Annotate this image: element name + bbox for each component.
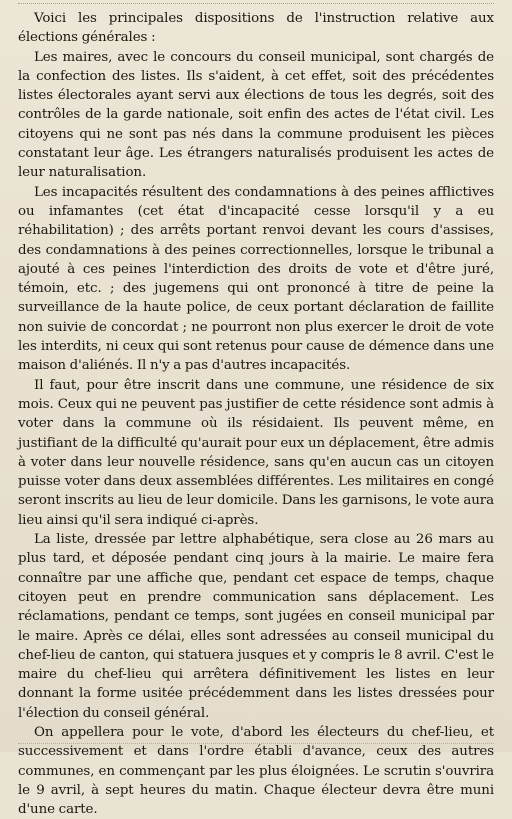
paragraph-residence: Il faut, pour être inscrit dans une commune, une résidence de six mois. Ceux qui ne peuvent pas justifier de cette résidence sont admis à voter dans la commune où ils résidaient. Ils peuvent même, en justifiant de la difficulté qu'aurait pour eux un déplacement, être admis à voter dans leur nouvelle résidence, sans qu'en aucun cas un citoyen puisse voter dans deux assemblées différentes. Les militaires en congé seront inscrits au lieu de leur domicile. Dans les garnisons, le vote aura lieu ainsi qu'il sera indiqué ci-après. [18,377,494,528]
paragraph-intro: Voici les principales dispositions de l'instruction relative aux élections générales : [18,11,494,46]
top-cut-edge [18,3,494,8]
article-body [18,9,494,819]
paragraph-liste: La liste, dressée par lettre alphabétique, sera close au 26 mars au plus tard, et déposée pendant cinq jours à la mairie. Le maire fera connaître par une affiche que, pendant cet espace de temps, chaque citoyen peut en prendre communication sans déplacement. Les réclamations, pendant ce temps, sont jugées en conseil municipal par le maire. Après ce délai, elles sont adressées au conseil municipal du chef-lieu de canton, qui statuera jusques et y compris le 8 avril. C'est le maire du chef-lieu qui arrêtera définitivement les listes en leur donnant la forme usitée précédemment dans les listes dressées pour l'élection du conseil général. [18,532,494,721]
paragraph-maires: Les maires, avec le concours du conseil municipal, sont chargés de la confection des listes. Ils s'aident, à cet effet, soit des précédentes listes électorales ayant servi aux élections de tous les degrés, soit des contrôles de la garde nationale, soit enfin des actes de l'état civil. Les citoyens qui ne sont pas nés dans la commune produisent les pièces constatant leur âge. Les étrangers naturalisés produisent les actes de leur naturalisation. [18,49,494,181]
bottom-cut-edge [18,743,494,752]
paragraph-incapacites: Les incapacités résultent des condamnations à des peines afflictives ou infamantes (cet état d'incapacité cesse lorsqu'il y a eu réhabilitation) ; des arrêts portant renvoi devant les cours d'assises, des condamnations à des peines correctionnelles, lorsque le tribunal a ajouté à ces peines l'interdiction des droits de vote et d'être juré, témoin, etc. ; des jugemens qui ont prononcé à titre de peine la surveillance de la haute police, de ceux portant déclaration de faillite non suivie de concordat ; ne pourront non plus exercer le droit de vote les interdits, ni ceux qui sont retenus pour cause de démence dans une maison d'aliénés. Il n'y a pas d'autres incapacités. [18,184,494,374]
paragraph-vote: On appellera pour le vote, d'abord les électeurs du chef-lieu, et successivement et dans l'ordre établi d'avance, ceux des autres communes, en commençant par les plus éloignées. Le scrutin s'ouvrira le 9 avril, à sept heures du matin. Chaque électeur devra être muni d'une carte. [18,724,494,818]
